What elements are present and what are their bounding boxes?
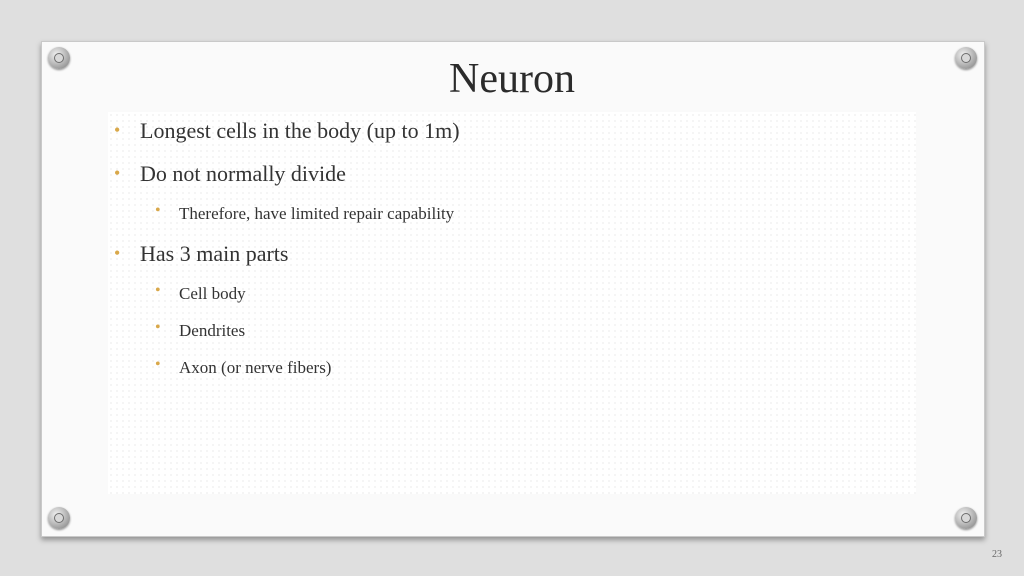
- bullet-dot-icon: •: [155, 282, 161, 299]
- sub-bullet-item: [114, 202, 904, 226]
- bullet-dot-icon: •: [114, 163, 121, 183]
- screw-bottom-left-icon: [48, 507, 70, 529]
- bullet-text: Cell body: [179, 284, 246, 303]
- bullet-item: [114, 239, 904, 269]
- bullet-dot-icon: •: [114, 120, 121, 140]
- bullet-dot-icon: •: [155, 319, 161, 336]
- bullet-text: Axon (or nerve fibers): [179, 358, 332, 377]
- bullet-item: [114, 116, 904, 146]
- sub-bullet-item: [114, 319, 904, 343]
- page-number: 23: [992, 549, 1002, 560]
- slide-title: Neuron: [449, 56, 575, 102]
- sub-bullet-item: [114, 282, 904, 306]
- screw-bottom-right-icon: [955, 507, 977, 529]
- bullet-dot-icon: •: [155, 202, 161, 219]
- bullet-list: [114, 116, 904, 393]
- bullet-text: Dendrites: [179, 321, 246, 340]
- sub-bullet-item: [114, 356, 904, 380]
- bullet-item: [114, 159, 904, 189]
- bullet-dot-icon: •: [155, 356, 161, 373]
- bullet-dot-icon: •: [114, 243, 121, 263]
- bullet-text: Longest cells in the body (up to 1m): [140, 118, 460, 143]
- bullet-text: Therefore, have limited repair capability: [179, 204, 455, 223]
- bullet-text: Has 3 main parts: [140, 241, 289, 266]
- bullet-text: Do not normally divide: [140, 161, 346, 186]
